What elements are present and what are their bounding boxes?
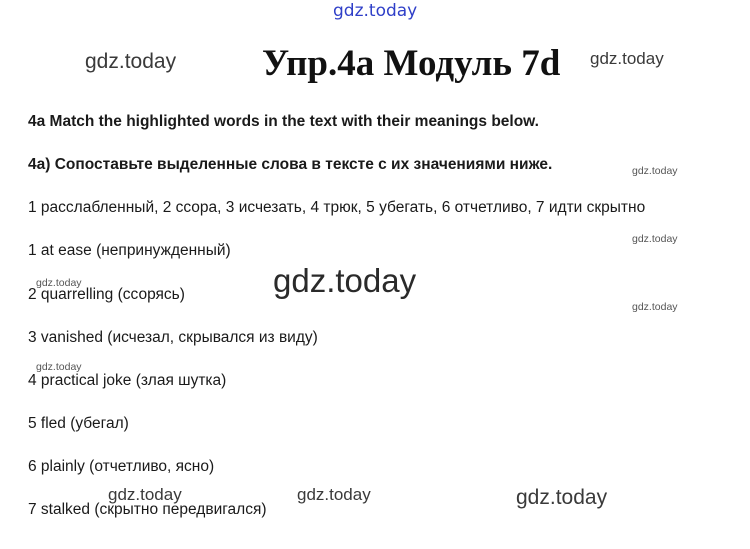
- watermark-bottom-right: gdz.today: [516, 486, 608, 509]
- answer-1: 1 at ease (непринужденный): [28, 242, 231, 259]
- answer-4: 4 practical joke (злая шутка): [28, 372, 227, 389]
- answer-2: 2 quarrelling (ссорясь): [28, 286, 185, 303]
- watermark-bottom-center: gdz.today: [297, 485, 371, 504]
- watermark-small-1: gdz.today: [632, 165, 678, 177]
- watermark-center: gdz.today: [273, 262, 417, 299]
- task-heading-ru: 4а) Сопоставьте выделенные слова в тексте с их значениями ниже.: [28, 156, 553, 173]
- answer-3: 3 vanished (исчезал, скрывался из виду): [28, 329, 318, 346]
- task-heading-en: 4a Match the highlighted words in the text with their meanings below.: [28, 113, 539, 130]
- watermark-small-2: gdz.today: [632, 233, 678, 245]
- watermark-small-5: gdz.today: [36, 361, 82, 373]
- answer-7: 7 stalked (скрытно передвигался): [28, 501, 267, 518]
- meanings-list: 1 расслабленный, 2 ссора, 3 исчезать, 4 трюк, 5 убегать, 6 отчетливо, 7 идти скрытно: [28, 199, 646, 216]
- watermark-title-right: gdz.today: [590, 49, 664, 68]
- watermark-bottom-left: gdz.today: [108, 485, 182, 504]
- watermark-title-left: gdz.today: [85, 50, 177, 73]
- watermark-small-4: gdz.today: [632, 301, 678, 313]
- answer-6: 6 plainly (отчетливо, ясно): [28, 458, 215, 475]
- answer-5: 5 fled (убегал): [28, 415, 129, 432]
- page-title: Упр.4а Модуль 7d: [262, 43, 561, 84]
- watermark-top: gdz.today: [333, 1, 418, 21]
- watermark-small-3: gdz.today: [36, 277, 82, 289]
